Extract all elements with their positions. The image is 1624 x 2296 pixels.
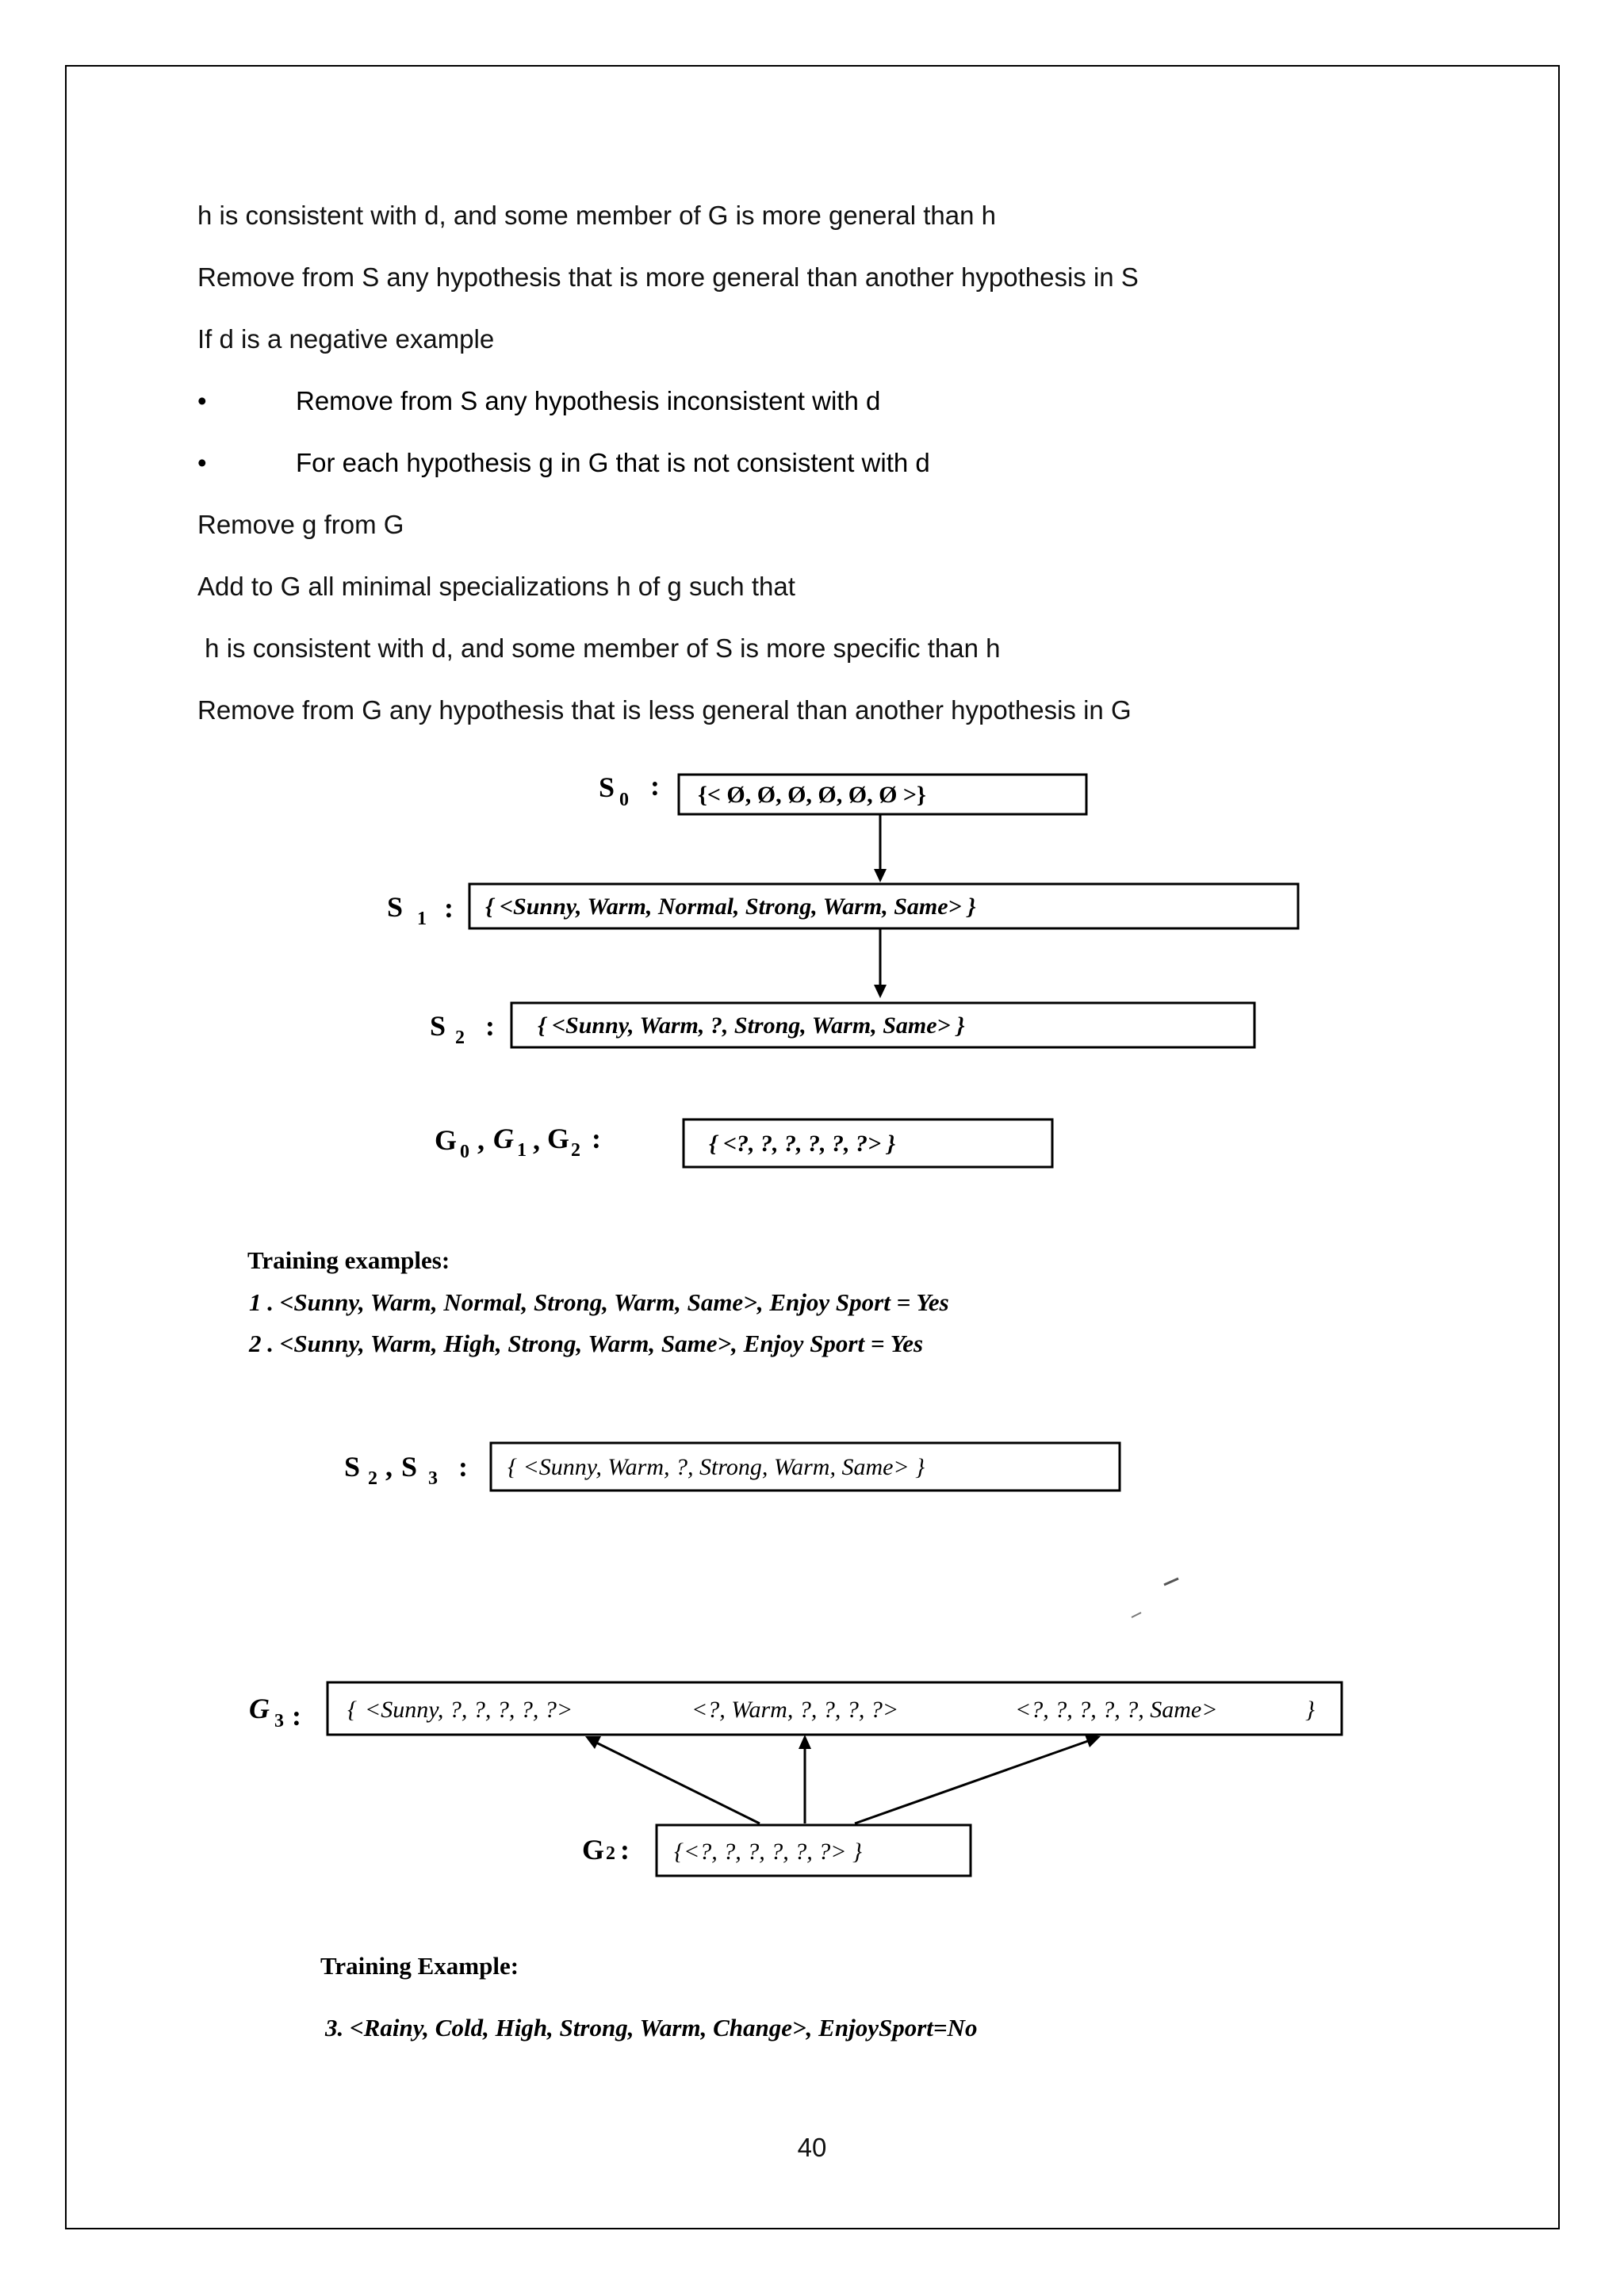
- s-sep: ,: [385, 1451, 393, 1483]
- training-example-title: Training Example:: [320, 1952, 519, 1980]
- s1-node: [387, 884, 1298, 929]
- g0-label: G: [435, 1124, 458, 1156]
- g3-close: }: [1305, 1697, 1315, 1723]
- arrow-g2-g3-right: [855, 1741, 1088, 1823]
- s1-value: { <Sunny, Warm, Normal, Strong, Warm, Same> }: [485, 894, 976, 920]
- text-line: h is consistent with d, and some member of S is more specific than h: [197, 633, 1001, 663]
- s1-colon: :: [444, 892, 454, 924]
- g012-node: [435, 1119, 1052, 1167]
- g3-hypothesis-1: <Sunny, ?, ?, ?, ?, ?>: [365, 1697, 573, 1723]
- g3-label: G: [249, 1693, 270, 1724]
- s0-node: [599, 770, 1086, 814]
- g1-sub: 1: [517, 1140, 527, 1161]
- g3-node: [249, 1682, 1342, 1735]
- arrow-head-icon: [1085, 1735, 1101, 1747]
- g012-value: { <?, ?, ?, ?, ?, ?> }: [709, 1131, 896, 1157]
- scan-mark: [1132, 1613, 1141, 1617]
- s23-value: { <Sunny, Warm, ?, Strong, Warm, Same> }: [508, 1454, 925, 1480]
- g3-sub: 3: [274, 1711, 284, 1732]
- g1-label: G: [493, 1123, 514, 1154]
- s2-value: { <Sunny, Warm, ?, Strong, Warm, Same> }: [538, 1012, 965, 1039]
- s0-label: S: [599, 771, 615, 803]
- arrow-g2-g3-left: [596, 1743, 760, 1823]
- bullet-item: Remove from S any hypothesis inconsistent with d: [296, 386, 881, 415]
- g2-value: {<?, ?, ?, ?, ?, ?> }: [674, 1839, 862, 1865]
- g2-node: [582, 1825, 971, 1876]
- s0-value: {< Ø, Ø, Ø, Ø, Ø, Ø >}: [698, 782, 926, 808]
- arrow-head-icon: [874, 985, 887, 998]
- s0-colon: :: [650, 770, 660, 802]
- g2-colon: :: [620, 1834, 630, 1866]
- text-line: Remove from S any hypothesis that is more general than another hypothesis in S: [197, 262, 1139, 292]
- g-sep: ,: [477, 1124, 485, 1156]
- s1-label: S: [387, 891, 404, 923]
- s0-sub: 0: [619, 790, 629, 810]
- s2-sub: 2: [368, 1468, 377, 1489]
- s3-label: S: [401, 1451, 418, 1483]
- bullet-icon: •: [197, 386, 207, 415]
- s2-node: [430, 1003, 1254, 1048]
- training-example-3: 3. <Rainy, Cold, High, Strong, Warm, Change>, EnjoySport=No: [325, 2014, 978, 2042]
- bullet-icon: •: [197, 448, 207, 477]
- g-sep: ,: [533, 1124, 540, 1156]
- g2-sub: 2: [606, 1843, 615, 1864]
- s-colon: :: [458, 1451, 468, 1483]
- training-example-2: 2 . <Sunny, Warm, High, Strong, Warm, Same>, Enjoy Sport = Yes: [249, 1330, 924, 1357]
- g3-hypothesis-2: <?, Warm, ?, ?, ?, ?>: [691, 1697, 899, 1723]
- g3-hypothesis-3: <?, ?, ?, ?, ?, Same>: [1015, 1697, 1218, 1723]
- g2-label: G: [547, 1123, 570, 1154]
- s2-sub: 2: [455, 1027, 465, 1048]
- page-number: 40: [797, 2133, 827, 2162]
- text-line: If d is a negative example: [197, 324, 495, 354]
- scan-mark: [1164, 1578, 1178, 1585]
- g3-open: {: [347, 1697, 357, 1723]
- bullet-item: For each hypothesis g in G that is not consistent with d: [296, 448, 930, 477]
- text-line: Remove from G any hypothesis that is less general than another hypothesis in G: [197, 695, 1132, 725]
- training-example-1: 1 . <Sunny, Warm, Normal, Strong, Warm, Same>, Enjoy Sport = Yes: [249, 1288, 949, 1316]
- g2-label: G: [582, 1834, 605, 1866]
- text-line: Add to G all minimal specializations h of g such that: [197, 572, 795, 601]
- g0-sub: 0: [460, 1142, 469, 1162]
- s2-label: S: [344, 1451, 361, 1483]
- s2-label: S: [430, 1010, 446, 1042]
- training-examples-title: Training examples:: [247, 1246, 450, 1274]
- s23-node: [344, 1443, 1120, 1490]
- text-line: Remove g from G: [197, 510, 404, 539]
- arrow-head-icon: [799, 1735, 811, 1749]
- g-colon: :: [592, 1123, 601, 1154]
- s1-sub: 1: [417, 909, 427, 929]
- g2-sub: 2: [571, 1140, 580, 1161]
- s2-colon: :: [485, 1010, 495, 1042]
- g3-colon: :: [292, 1700, 301, 1732]
- arrow-head-icon: [874, 869, 887, 882]
- s3-sub: 3: [428, 1468, 438, 1489]
- text-line: h is consistent with d, and some member of G is more general than h: [197, 201, 996, 230]
